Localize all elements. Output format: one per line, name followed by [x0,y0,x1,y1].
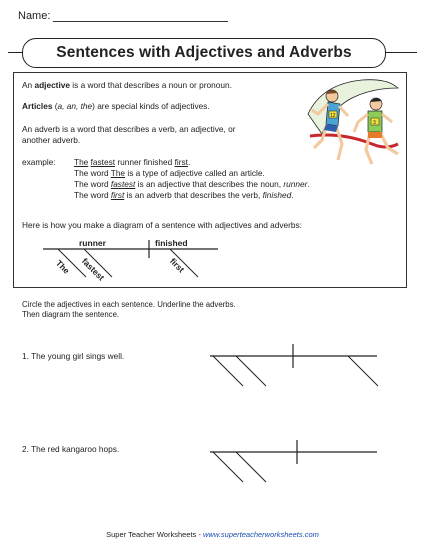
bib-right: 3 [373,120,376,126]
diagram-intro: Here is how you make a diagram of a sentence with adjectives and adverbs: [22,220,302,230]
adverb-definition: An adverb is a word that describes a verb, an adjective, or another adverb. [22,124,236,145]
footer-url[interactable]: www.superteacherworksheets.com [202,530,319,539]
diagram-mod-the: The [53,258,72,276]
question-1: 1. The young girl sings well. [22,351,125,361]
example-line-4: The word first is an adverb that describes the verb, finished. [74,190,294,200]
instructions-line-1: Circle the adjectives in each sentence. Underline the adverbs. [22,300,236,309]
page-title: Sentences with Adjectives and Adverbs [56,44,352,61]
diagram-mod-fastest: fastest [79,256,107,283]
articles-definition: Articles (a, an, the) are special kinds of adjectives. [22,101,210,111]
instructions-line-2: Then diagram the sentence. [22,310,120,319]
diagram-mod-first: first [167,256,187,275]
diagram-subject: runner [79,238,106,248]
example-line-2: The word The is a type of adjective called an article. [74,168,265,178]
question-2: 2. The red kangaroo hops. [22,444,120,454]
adjective-term: adjective [34,80,70,90]
bib-left: 12 [330,113,336,119]
footer [0,530,425,539]
footer-brand: Super Teacher Worksheets - [106,530,203,539]
example-label: example: [22,157,56,167]
articles-term: Articles [22,101,53,111]
adjective-definition: An adjective is a word that describes a noun or pronoun. [22,80,232,90]
diagram-verb: finished [155,238,188,248]
example-line-3: The word fastest is an adjective that describes the noun, runner. [74,179,310,189]
name-label: Name: [18,10,51,22]
example-sentence: The fastest runner finished first. [74,157,191,167]
